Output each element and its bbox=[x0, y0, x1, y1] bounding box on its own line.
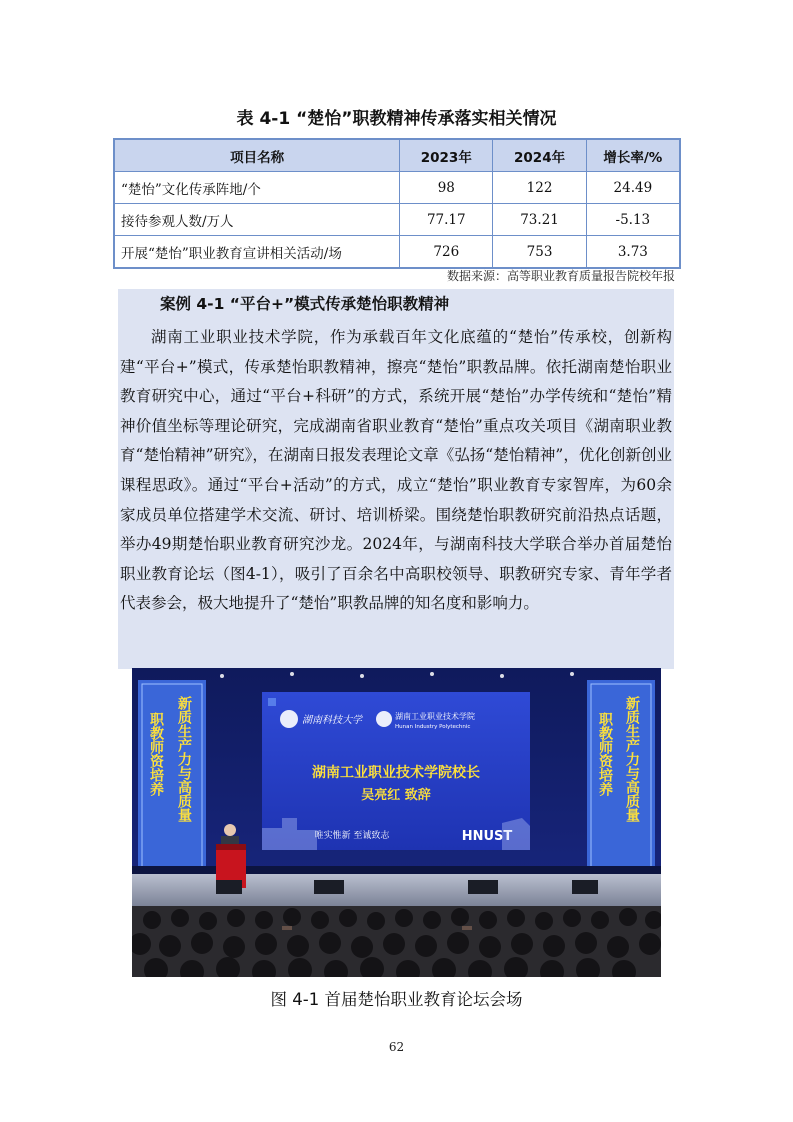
table-cell: -5.13 bbox=[586, 204, 680, 236]
table-cell: 98 bbox=[400, 172, 493, 204]
polytechnic-logo-icon bbox=[376, 711, 392, 727]
banner-left-col2: 职教师资培养 bbox=[148, 712, 164, 796]
table-cell: 122 bbox=[493, 172, 586, 204]
table-cell: 3.73 bbox=[586, 236, 680, 269]
table-row bbox=[114, 172, 680, 204]
figure-caption: 图 4-1 首届楚怡职业教育论坛会场 bbox=[270, 990, 523, 1009]
table-row bbox=[114, 236, 680, 269]
case-body: 湖南工业职业技术学院，作为承载百年文化底蕴的“楚怡”传承校，创新构建“平台+”模式，传承楚怡职教精神，擦亮“楚怡”职教品牌。依托湖南楚怡职业教育研究中心，通过“平台+科研”的方式，系统开展“楚怡”办学传统和“楚怡”精神价值坐标等理论研究，完成湖南省职业教育“楚怡”重点攻关项目《湖南职业教育“楚怡精神”研究》，在湖南日报发表理论文章《弘扬“楚怡精神”，优化创新创业课程思政》。通过“平台+活动”的方式，成立“楚怡”职业教育专家智库，为60余家成员单位搭建学术交流、研讨、培训桥梁。围绕楚怡职教研究前沿热点话题，举办49期楚怡职业教育研究沙龙。2024年，与湖南科技大学联合举办首届楚怡职业教育论坛（图4-1），吸引了百余名中高职校领导、职教研究专家、青年学者代表参会，极大地提升了“楚怡”职教品牌的知名度和影响力。 bbox=[120, 328, 672, 613]
logo-right-text: 湖南工业职业技术学院 bbox=[395, 712, 475, 721]
column-header: 2024年 bbox=[493, 139, 586, 172]
column-header: 项目名称 bbox=[114, 139, 400, 172]
table-header-row bbox=[114, 139, 680, 172]
column-header: 增长率/% bbox=[586, 139, 680, 172]
forum-photo-svg bbox=[132, 668, 661, 977]
table-cell: 开展“楚怡”职业教育宣讲相关活动/场 bbox=[114, 236, 400, 269]
motto-text: 唯实惟新 至诚致志 bbox=[314, 831, 390, 841]
banner-right-col2: 职教师资培养 bbox=[597, 712, 613, 796]
hnust-text: HNUST bbox=[461, 829, 513, 844]
table-cell: 24.49 bbox=[586, 172, 680, 204]
table-row bbox=[114, 204, 680, 236]
screen-line-2: 吴亮红 致辞 bbox=[361, 788, 431, 803]
case-title: 案例 4-1 “平台+”模式传承楚怡职教精神 bbox=[160, 295, 450, 313]
table-cell: 77.17 bbox=[400, 204, 493, 236]
page-number: 62 bbox=[388, 1040, 405, 1054]
table-cell: 73.21 bbox=[493, 204, 586, 236]
forum-photo bbox=[132, 668, 661, 977]
logo-right-en-text: Hunan Industry Polytechnic bbox=[395, 724, 471, 730]
table-title: 表 4-1 “楚怡”职教精神传承落实相关情况 bbox=[236, 109, 557, 129]
data-source-note: 数据来源：高等职业教育质量报告院校年报 bbox=[446, 269, 675, 283]
data-table bbox=[113, 138, 681, 269]
table-cell: “楚怡”文化传承阵地/个 bbox=[114, 172, 400, 204]
banner-left-col1: 新质生产力与高质量 bbox=[176, 696, 192, 822]
university-logo-icon bbox=[280, 710, 298, 728]
table-cell: 753 bbox=[493, 236, 586, 269]
screen-line-1: 湖南工业职业技术学院校长 bbox=[312, 765, 480, 781]
column-header: 2023年 bbox=[400, 139, 493, 172]
table-cell: 726 bbox=[400, 236, 493, 269]
banner-right-col1: 新质生产力与高质量 bbox=[624, 696, 640, 822]
table-cell: 接待参观人数/万人 bbox=[114, 204, 400, 236]
logo-left-text: 湖南科技大学 bbox=[302, 715, 362, 726]
